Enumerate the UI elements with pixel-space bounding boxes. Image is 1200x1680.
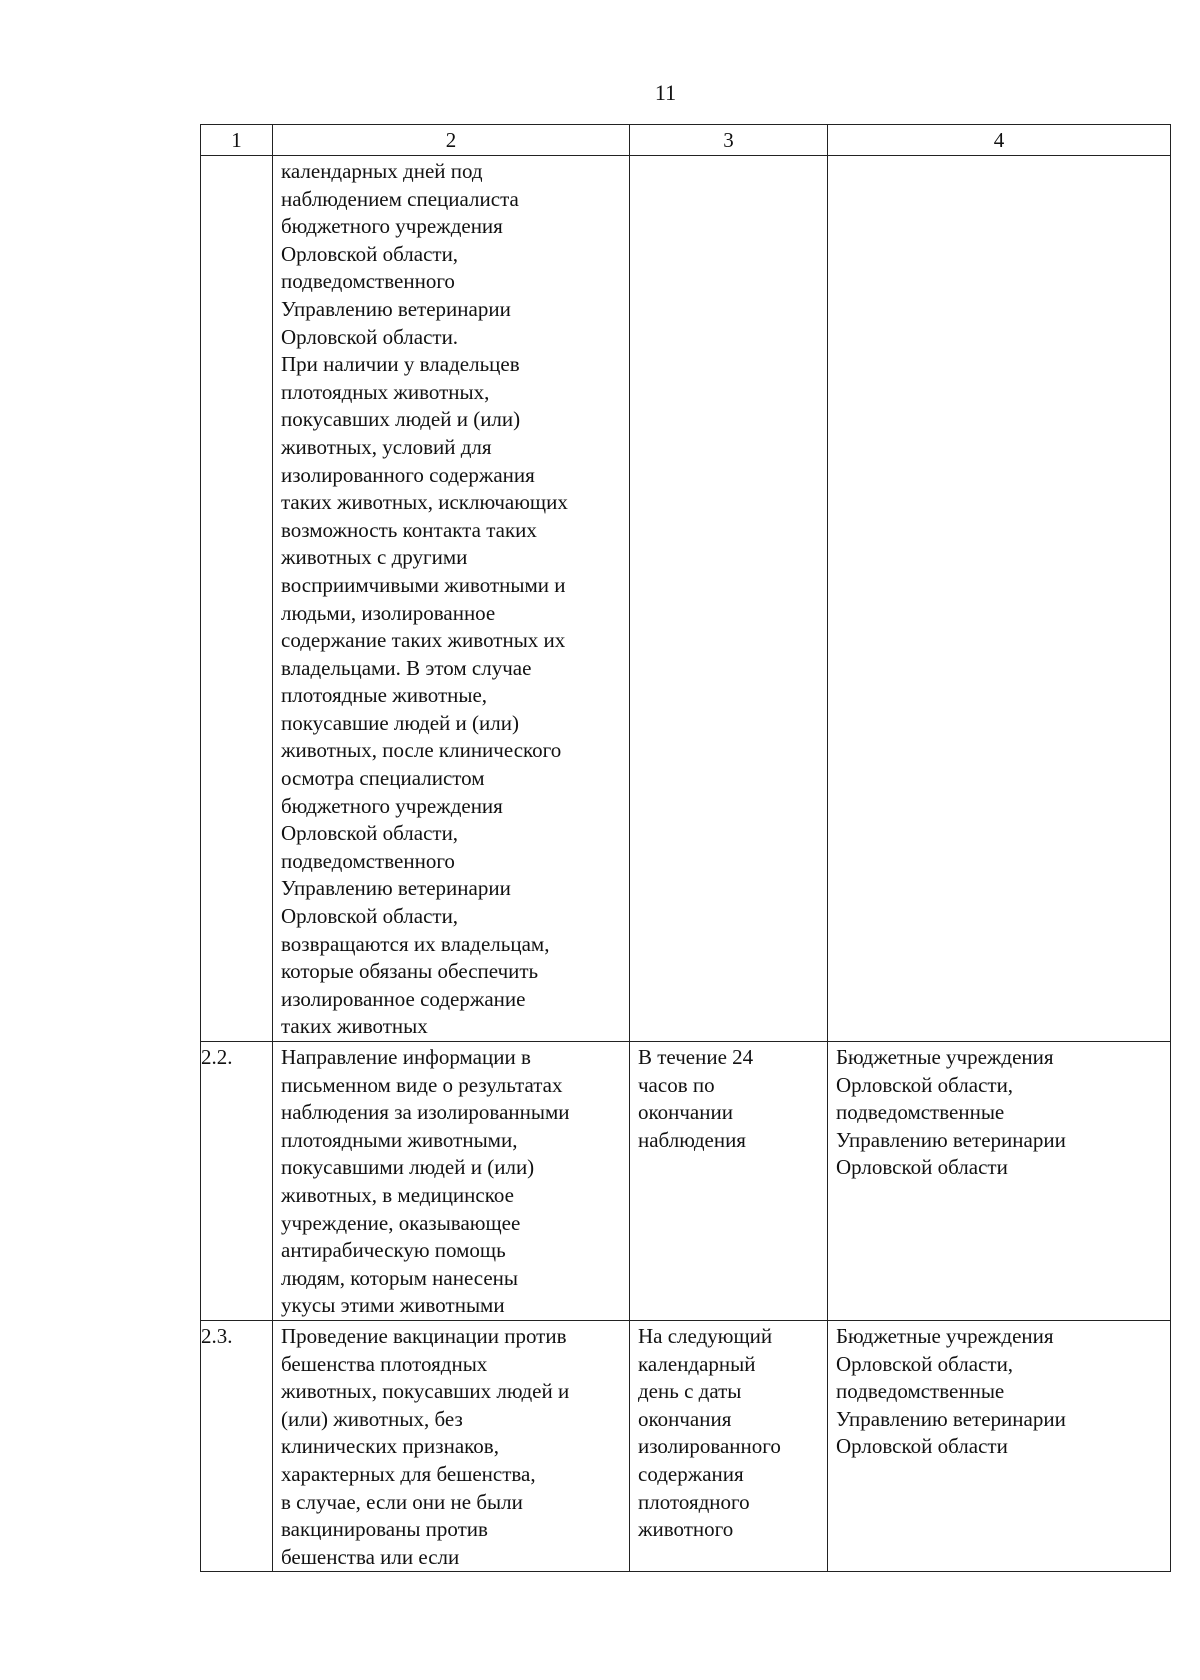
row-number: 2.3.	[201, 1320, 273, 1571]
row-executor: Бюджетные учреждения Орловской области, подведомственные Управлению ветеринарии Орловской области	[828, 1320, 1171, 1571]
row-term: В течение 24 часов по окончании наблюдения	[630, 1042, 828, 1321]
row-executor: Бюджетные учреждения Орловской области, подведомственные Управлению ветеринарии Орловской области	[828, 1042, 1171, 1321]
table-header-row	[201, 125, 1171, 156]
table-row	[201, 1042, 1171, 1321]
row-term	[630, 156, 828, 1042]
column-header-4: 4	[828, 125, 1171, 156]
row-term: На следующий календарный день с даты окончания изолированного содержания плотоядного животного	[630, 1320, 828, 1571]
row-action: календарных дней под наблюдением специалиста бюджетного учреждения Орловской области, подведомственного Управлению ветеринарии Орловской области. При наличии у владельцев плотоядных животных, покусавших людей и (или) животных, условий для изолированного содержания таких животных, исключающих возможность контакта таких животных с другими восприимчивыми животными и людьми, изолированное содержание таких животных их владельцами. В этом случае плотоядные животные, покусавшие людей и (или) животных, после клинического осмотра специалистом бюджетного учреждения Орловской области, подведомственного Управлению ветеринарии Орловской области, возвращаются их владельцам, которые обязаны обеспечить изолированное содержание таких животных	[273, 156, 630, 1042]
row-action: Проведение вакцинации против бешенства плотоядных животных, покусавших людей и (или) животных, без клинических признаков, характерных для бешенства, в случае, если они не были вакцинированы против бешенства или если	[273, 1320, 630, 1571]
table-row	[201, 1320, 1171, 1571]
column-header-2: 2	[273, 125, 630, 156]
page-number: 11	[654, 80, 677, 105]
measures-table	[200, 124, 1171, 1572]
column-header-3: 3	[630, 125, 828, 156]
table-row	[201, 156, 1171, 1042]
row-number: 2.2.	[201, 1042, 273, 1321]
row-number	[201, 156, 273, 1042]
row-action: Направление информации в письменном виде о результатах наблюдения за изолированными плотоядными животными, покусавшими людей и (или) животных, в медицинское учреждение, оказывающее антирабическую помощь людям, которым нанесены укусы этими животными	[273, 1042, 630, 1321]
row-executor	[828, 156, 1171, 1042]
column-header-1: 1	[201, 125, 273, 156]
